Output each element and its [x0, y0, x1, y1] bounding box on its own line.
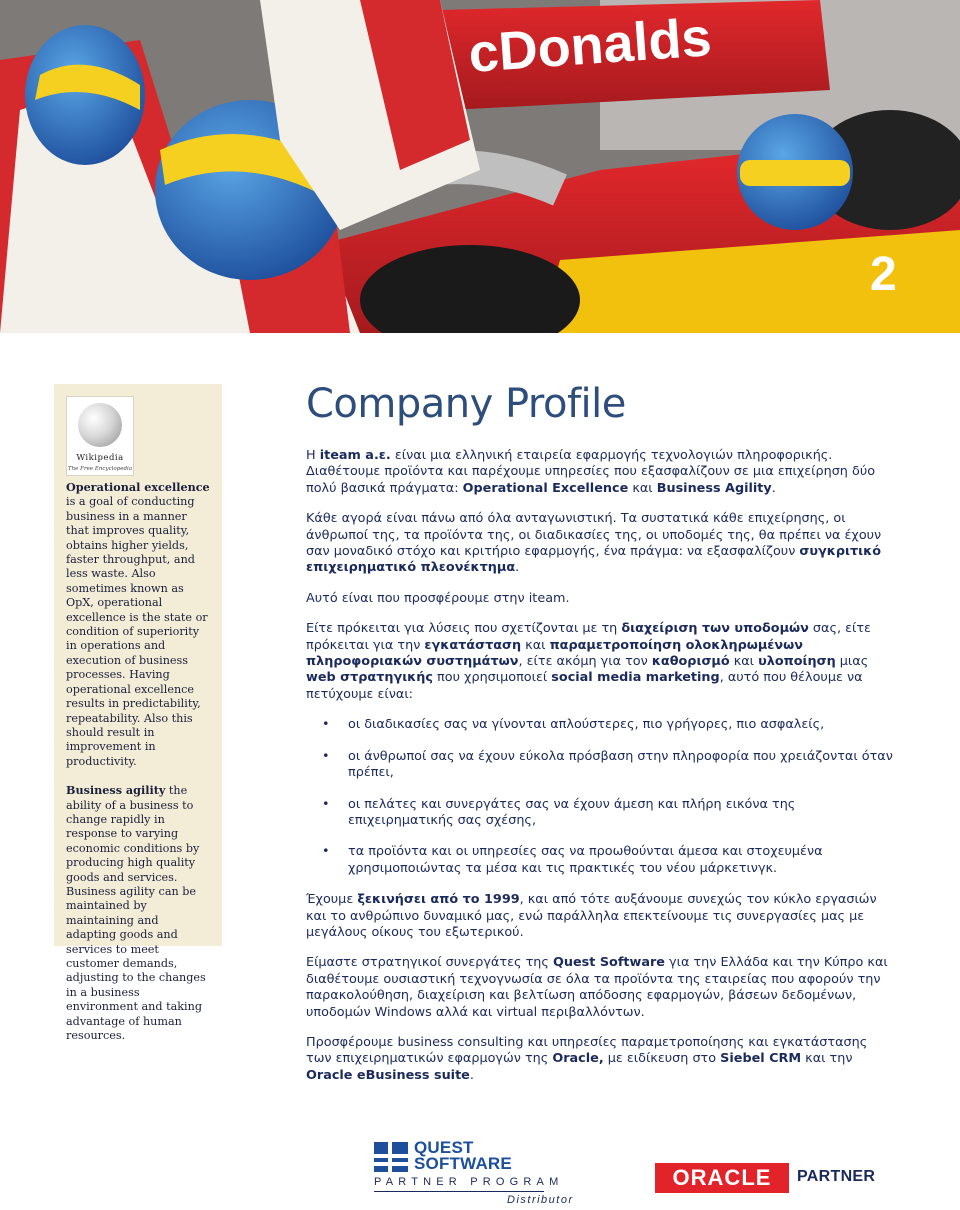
oracle-services-paragraph: Προσφέρουμε business consulting και υπηρεσίες παραμετροποίησης και εγκατάστασης των επιχειρηματικών εφαρμογών της Oracle, με ειδίκευση στο Siebel CRM και την Oracle eBusiness suite.: [306, 1034, 868, 1083]
intro-paragraph: Η iteam a.ε. είναι μια ελληνική εταιρεία εφαρμογής τεχνολογιών πληροφορικής. Διαθέτουμε προϊόντα και παρέχουμε υπηρεσίες που εξασφαλίζουν σε μια επιχείρηση δύο πολύ βασικά πράγματα: Operational Excellence και Business Agility.: [306, 448, 876, 496]
wikipedia-logo: [66, 396, 134, 476]
globe-icon: [78, 403, 122, 447]
oracle-partner-label: PARTNER: [797, 1168, 876, 1185]
main-content: [306, 380, 896, 1098]
history-paragraph: Έχουμε ξεκινήσει από το 1999, και από τότε αυξάνουμε συνεχώς τον κύκλο εργασιών και το ανθρώπινο δυναμικό μας, ενώ παράλληλα επεκτείνουμε τις συνεργασίες μας με μεγάλους οίκους του εξωτερικού.: [306, 892, 877, 940]
quest-software-partner-logo: [374, 1140, 574, 1210]
wikipedia-logo-tagline: The Free Encyclopedia: [67, 466, 133, 472]
quest-wordmark: QUEST SOFTWARE: [414, 1138, 512, 1173]
term-operational-excellence: Operational excellence: [66, 480, 210, 494]
quest-partnership-paragraph: Είμαστε στρατηγικοί συνεργάτες της Quest Software για την Ελλάδα και την Κύπρο και διαθέτουμε ουσιαστική τεχνογνωσία σε όλα τα προϊόντα της εταιρείας που αφορούν την παρακολούθηση, διαχείριση και βελτίωση απόδοσης εφαρμογών, βάσεων δεδομένων, υποδομών Windows αλλά και virtual περιβαλλόντων.: [306, 955, 888, 1020]
offer-paragraph: Αυτό είναι που προσφέρουμε στην iteam.: [306, 590, 570, 606]
list-item: • οι άνθρωποί σας να έχουν εύκολα πρόσβαση στην πληροφορία που χρειάζονται όταν πρέπει,: [306, 749, 896, 782]
quest-partner-tier: Distributor: [507, 1194, 574, 1206]
business-agility-definition: Business agility the ability of a business to change rapidly in response to varying economic conditions by producing high quality goods and services. Business agility can be maintained by maintaining and adapting goods and services to meet customer demands, adjusting to the changes in a business environment and taking advantage of human resources.: [66, 783, 206, 1043]
race-pit-stop-illustration: [0, 0, 960, 333]
competition-paragraph: Κάθε αγορά είναι πάνω από όλα ανταγωνιστική. Τα συστατικά κάθε επιχείρησης, οι άνθρωποί της, τα προϊόντα της, οι διαδικασίες της, οι υποδομές της, θα πρέπει να έχουν σαν μοναδικό στόχο και κριτήριο εφαρμογής, ένα πράγμα: να εξασφαλίζουν συγκριτικό επιχειρηματικό πλεονέκτημα.: [306, 511, 882, 576]
list-item: • τα προϊόντα και οι υπηρεσίες σας να προωθούνται άμεσα και στοχευμένα χρησιμοποιώντας τα μέσα και τις πρακτικές του νέου μάρκετινγκ.: [306, 844, 896, 877]
car-number: 2: [870, 248, 897, 301]
quest-mark-icon: [374, 1142, 408, 1172]
oracle-wordmark: ORACLE: [655, 1163, 789, 1193]
car-wing-lettering: cDonalds: [466, 7, 714, 84]
goals-list: [306, 717, 896, 877]
page-title: Company Profile: [306, 381, 626, 427]
operational-excellence-definition: Operational excellence is a goal of conducting business in a manner that improves quality, obtains higher yields, faster throughput, and less waste. Also sometimes known as OpX, operational excellence is the state or condition of superiority in operations and execution of business processes. Having operational excellence results in predictability, repeatability. Also this should result in improvement in productivity.: [66, 480, 210, 768]
quest-partner-program: PARTNER PROGRAM: [374, 1176, 564, 1188]
term-business-agility: Business agility: [66, 783, 166, 798]
definitions-sidebar: [54, 384, 222, 1043]
list-item: • οι πελάτες και συνεργάτες σας να έχουν άμεση και πλήρη εικόνα της επιχειρηματικής σας σχέσης,: [306, 797, 896, 830]
divider: [374, 1191, 544, 1192]
hero-photo: [0, 0, 960, 333]
list-item: • οι διαδικασίες σας να γίνονται απλούστερες, πιο γρήγορες, πιο ασφαλείς,: [306, 717, 896, 733]
solutions-paragraph: Είτε πρόκειται για λύσεις που σχετίζονται με τη διαχείριση των υποδομών σας, είτε πρόκειται για την εγκατάσταση και παραμετροποίηση ολοκληρωμένων πληροφοριακών συστημάτων, είτε ακόμη για τον καθορισμό και υλοποίηση μιας web στρατηγικής που χρησιμοποιεί social media marketing, αυτό που θέλουμε να πετύχουμε είναι:: [306, 621, 871, 702]
wikipedia-logo-name: Wikipedia: [76, 453, 124, 463]
